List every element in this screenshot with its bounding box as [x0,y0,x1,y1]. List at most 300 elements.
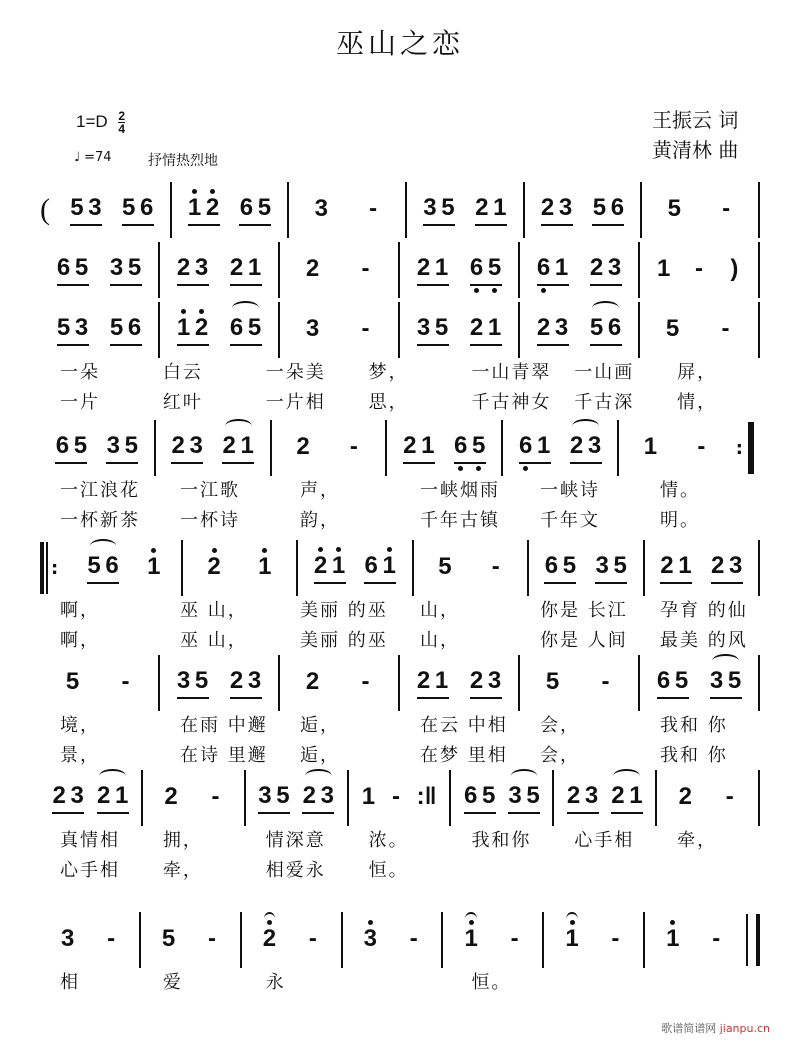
note-group [230,668,262,699]
note: - [697,432,706,460]
note-group [239,195,271,226]
note-group [177,668,209,699]
staff-line [40,242,760,298]
note: - [308,924,317,952]
note: 3 [709,666,724,694]
note: - [369,194,378,222]
measure [520,242,640,298]
composer-credit: 黄清林 曲 [652,138,739,162]
measure [40,655,160,711]
note: 2 [678,782,693,810]
note-group [723,784,737,813]
measure [400,655,520,711]
note-group [719,316,733,345]
note-group [258,783,290,814]
note-group [262,926,276,955]
note-group [314,553,346,584]
note: 3 [88,193,102,221]
note-group [508,926,522,955]
note: 3 [587,431,602,459]
note: 3 [70,781,84,809]
lyric-segment: 一片相 [265,392,326,413]
lyric-segment [349,968,452,998]
note: 2 [207,552,221,580]
slur-mark [566,912,578,926]
score-row [40,540,760,656]
note-group [306,316,320,345]
note: 5 [127,253,142,281]
lyric-segment: 屏， [677,362,718,383]
score-row [40,302,760,418]
lyric-line [40,506,760,536]
note: 5 [487,253,502,281]
lyric-segment: 情， [677,392,718,413]
measure [40,420,156,476]
lyric-segment: 巫 山， [180,600,248,621]
note: 5 [441,193,455,221]
expression-marking: 抒情热烈地 [148,153,218,169]
lyric-segment: 一山画 [574,362,635,383]
measure [160,302,280,358]
measure [520,655,640,711]
slur-mark [99,769,126,783]
note-group [162,926,176,955]
note-group [508,783,540,814]
note: 2 [305,667,320,695]
note: 5 [87,551,101,579]
lyric-segment: 千古神女 [471,392,552,413]
lyric-segment: 巫 山， [180,630,248,651]
measure [400,302,520,358]
lyric-segment: 逅， [300,715,340,736]
measure [544,912,645,968]
note-group [678,784,692,813]
note: 5 [472,431,486,459]
note: 6 [239,193,254,221]
lyric-segment: 浓。 [368,830,409,851]
lyric-line [40,968,760,998]
measure [387,420,503,476]
note-group [570,433,602,464]
lyric-segment [657,856,760,886]
lyric-segment: 一片 [60,392,100,413]
note: 2 [194,313,209,341]
note: 5 [73,431,88,459]
note-group [230,255,262,286]
lyric-line [40,358,760,388]
barline-thick [750,422,754,474]
note: 5 [665,314,680,342]
measure [619,420,733,476]
lyric-segment: 孕育 的仙 [660,600,748,621]
note: - [611,924,620,952]
lyric-line [40,388,760,418]
note: - [361,314,370,342]
note: 6 [607,313,622,341]
measure [54,182,172,238]
note: - [121,667,130,695]
note: 3 [176,666,191,694]
note: 5 [434,313,449,341]
lyric-segment: 一峡烟雨 [420,480,500,501]
note: 2 [313,551,328,579]
note: - [722,194,731,222]
note-group [590,255,622,286]
note-group [164,784,178,813]
lyric-segment: 你是 人间 [540,630,628,651]
lyric-segment: 一杯新茶 [60,510,140,531]
measure [525,182,643,238]
note: 5 [247,313,262,341]
note-group [475,195,507,226]
measure [172,182,290,238]
note-group [592,195,624,226]
lyric-segment: 白云 [162,362,203,383]
note-group [177,255,209,286]
note: 3 [314,194,328,222]
time-signature [118,110,125,135]
note: 5 [727,666,742,694]
note-group [104,926,118,955]
note: 1 [421,431,435,459]
note: 3 [584,781,599,809]
note: 6 [364,551,378,579]
lyric-segment: 一江歌 [180,480,240,501]
slur-mark [232,301,259,315]
note-group [106,433,138,464]
lyric-segment: 逅， [300,745,340,766]
measure [242,912,343,968]
note: 5 [65,667,80,695]
note: - [721,314,730,342]
quarter-note-icon: ♩ [74,150,81,165]
lyric-segment: 恒。 [471,972,512,993]
lyric-segment [554,856,657,886]
note-group [363,926,377,955]
note: 1 [629,781,643,809]
slur-mark [90,539,117,553]
repeat-start-sign [40,542,61,594]
measure [443,912,544,968]
time-top: 2 [118,109,126,123]
note-group [302,783,334,814]
note: 3 [247,666,262,694]
watermark [661,1020,770,1036]
slur-mark [264,912,276,926]
score-row [40,770,760,886]
note-group [207,554,221,583]
key-signature [76,110,125,135]
score-row [40,242,760,298]
note-group [692,256,706,285]
lyric-segment: 最美 的风 [660,630,748,651]
note-group [719,196,733,225]
lyric-segment: 在雨 中邂 [180,715,268,736]
note: 5 [589,313,604,341]
note: 5 [276,781,290,809]
note: 3 [508,781,522,809]
note-group [208,784,222,813]
note: 6 [518,431,533,459]
note-group [464,783,496,814]
note: 2 [589,253,604,281]
lyric-segment: 境， [60,715,100,736]
measure [141,912,242,968]
note-group [361,784,375,813]
staff-line [40,655,760,711]
note: 1 [666,924,680,952]
slur-mark [305,769,332,783]
note: - [207,924,216,952]
note-group [711,553,743,584]
note: 3 [305,314,320,342]
note-group [666,926,680,955]
lyric-segment: 一朵 [60,362,100,383]
lyric-segment [451,856,554,886]
note-group [171,433,203,464]
lyric-segment: 相 [60,972,80,993]
note: 5 [481,781,496,809]
measure [280,302,400,358]
staff-line [40,302,760,358]
note: 2 [403,431,417,459]
lyric-segment: 山， [420,600,460,621]
measure [280,242,400,298]
note-group [306,669,320,698]
note: 2 [540,193,555,221]
note: 3 [106,431,120,459]
note: 1 [114,781,129,809]
slur-mark [712,654,739,668]
measure [645,912,744,968]
measure [657,770,760,826]
note-group [489,554,503,583]
note: 6 [463,781,478,809]
lyric-segment: 景， [60,745,100,766]
note: - [392,782,401,810]
note: 3 [607,253,622,281]
note-group [710,668,742,699]
note: 5 [194,666,209,694]
lyric-line [40,626,760,656]
note: ) [730,254,739,282]
note: 1 [536,431,551,459]
note-group [519,433,551,464]
measure [642,182,760,238]
note: 1 [187,193,202,221]
staff-line [40,912,760,968]
tempo-marking [74,150,112,165]
note: 1 [643,432,658,460]
note-group [666,316,680,345]
note: 2 [164,782,178,810]
measure [40,302,160,358]
lyric-segment [657,968,760,998]
note-group [359,669,373,698]
note: 2 [302,781,317,809]
lyric-segment: 我和 你 [660,715,728,736]
note-group [565,926,579,955]
note-group [230,315,262,346]
measure [40,242,160,298]
staff-line [40,182,760,238]
note-group [657,668,689,699]
staff-line [40,540,760,596]
note: - [361,667,370,695]
note: 5 [674,666,689,694]
measure [280,655,400,711]
note: 6 [656,666,671,694]
lyric-segment: 声， [300,480,340,501]
slur-mark [613,769,640,783]
measure [640,242,760,298]
note: 3 [258,781,272,809]
key-label: 1=D [76,111,108,131]
slur-mark [511,769,538,783]
lyric-segment: 你是 长江 [540,600,628,621]
measure [343,912,444,968]
note: 1 [678,551,692,579]
note-group [470,668,502,699]
lyricist-credit: 王振云 词 [652,108,739,132]
note-group [544,553,576,584]
note: 2 [611,781,625,809]
lyric-line [40,476,760,506]
note: 1 [240,431,254,459]
note-group [61,926,75,955]
note: 3 [595,551,609,579]
lyric-segment: 情深意 [265,830,326,851]
final-barline [746,914,760,966]
lyric-segment: 心手相 [574,830,635,851]
note-group [417,784,437,813]
note-group [595,553,627,584]
note: 6 [56,253,71,281]
measure [67,540,182,596]
lyric-segment: 思， [368,392,409,413]
note-group [258,554,272,583]
note-group [546,669,560,698]
note: :‖ [416,782,437,810]
note-group [306,256,320,285]
lyric-line [40,596,760,626]
note: - [601,667,610,695]
measure [40,912,141,968]
note-group [709,926,723,955]
lyric-segment: 真情相 [60,830,120,851]
note-group [470,315,502,346]
barline-thick [40,542,44,594]
note-group [119,669,133,698]
measure [183,540,298,596]
measure [529,540,644,596]
note-group [122,195,154,226]
measure [289,182,407,238]
note: 3 [194,253,209,281]
note-group [537,255,569,286]
lyric-segment: 红叶 [162,392,203,413]
note-group [177,315,209,346]
note: 2 [566,781,581,809]
slur-mark [592,301,619,315]
note: 5 [122,193,136,221]
note: 2 [660,551,674,579]
note: 1 [382,551,396,579]
note: 1 [434,253,449,281]
lyric-segment: 一朵美 [265,362,326,383]
note-group [347,434,361,463]
measure [272,420,388,476]
note-group [611,783,643,814]
lyric-line [40,711,760,741]
measure [160,242,280,298]
note-group [314,196,328,225]
note: 2 [469,313,484,341]
note: 1 [361,782,376,810]
note: 2 [416,666,431,694]
note: - [725,782,734,810]
note-group [359,316,373,345]
measure [246,770,349,826]
note: 2 [710,551,725,579]
note: - [694,254,703,282]
lyric-segment: 在云 中相 [420,715,508,736]
note: 1 [565,924,579,952]
note: - [510,924,519,952]
note: 6 [469,253,484,281]
note: 1 [464,924,478,952]
note-group [667,196,681,225]
lyric-segment: 我和你 [471,830,532,851]
note-group [70,195,102,226]
measure [451,770,554,826]
lyric-segment: 啊， [60,630,100,651]
note: 5 [545,667,560,695]
measure [554,770,657,826]
score-row [40,655,760,771]
lyric-segment: 山， [420,630,460,651]
note-group [660,553,692,584]
note: 6 [140,193,154,221]
note: 3 [423,193,437,221]
measure [40,770,143,826]
lyric-segment: 明。 [660,510,700,531]
repeat-dots: : [51,557,59,579]
note: 3 [109,253,124,281]
note: 2 [222,431,236,459]
lyric-segment: 在梦 里相 [420,745,508,766]
note: 3 [189,431,203,459]
note: 6 [55,431,70,459]
note: 3 [558,193,573,221]
lyric-line [40,741,760,771]
note-group [296,434,310,463]
note: - [107,924,116,952]
staff-line [40,420,760,476]
note: 2 [569,431,584,459]
note-group [57,255,89,286]
note: 2 [96,781,111,809]
note: 6 [229,313,244,341]
note-group [643,434,657,463]
note: 2 [296,432,310,460]
note-group [205,926,219,955]
slur-mark [225,419,252,433]
note: - [211,782,220,810]
note: 2 [469,666,484,694]
lyric-segment: 一杯诗 [180,510,240,531]
lyric-segment: 永 [265,972,286,993]
